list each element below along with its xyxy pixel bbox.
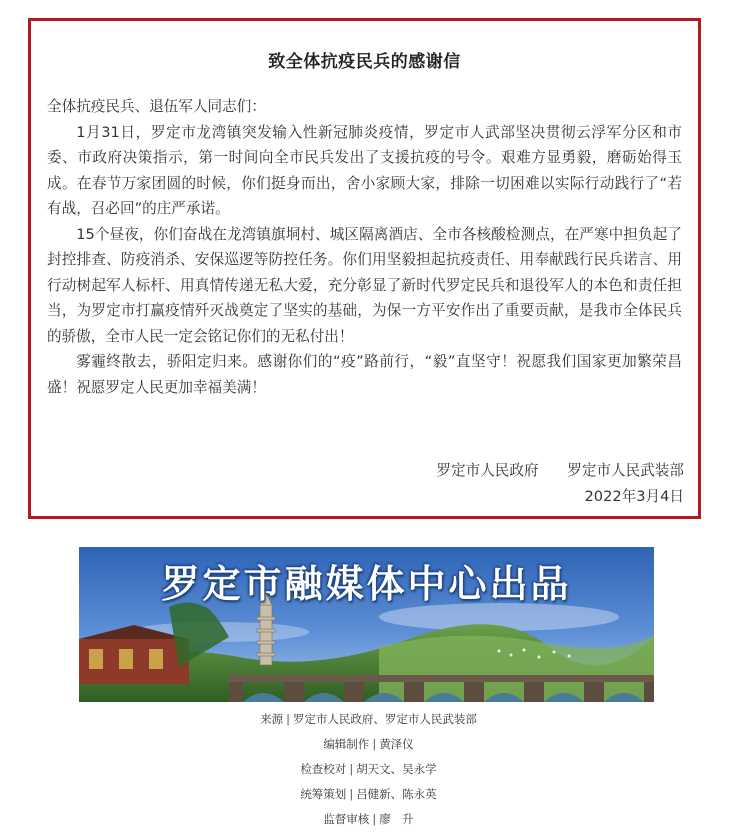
credit-value: 胡天文、吴永学 (356, 762, 437, 776)
letter-paragraph-2: 15个昼夜，你们奋战在龙湾镇旗垌村、城区隔离酒店、全市各核酸检测点，在严寒中担负起了封控排查、防疫消杀、安保巡逻等防控任务。你们用坚毅担起抗疫责任、用奉献践行民兵诺言、用行动树起军人标杆、用真情传递无私大爱，充分彰显了新时代罗定民兵和退役军人的本色和责任担当，为罗定市打赢疫情歼灭战奠定了坚实的基础，为保一方平安作出了重要贡献，是我市全体民兵的骄傲，全市人民一定会铭记你们的无私付出！ (47, 225, 682, 345)
media-center-banner (79, 547, 654, 702)
credit-value: 罗定市人民政府、罗定市人民武装部 (292, 712, 477, 726)
credit-label: 来源 (260, 712, 284, 726)
credit-label: 统筹策划 (300, 787, 347, 801)
letter-salutation: 全体抗疫民兵、退伍军人同志们： (47, 98, 266, 115)
letter-title: 致全体抗疫民兵的感谢信 (268, 52, 461, 72)
letter-paragraph-1: 1月31日，罗定市龙湾镇突发输入性新冠肺炎疫情，罗定市人武部坚决贯彻云浮军分区和市委、市政府决策指示，第一时间向全市民兵发出了支援抗疫的号令。艰难方显勇毅，磨砺始得玉成。在春节万家团圆的时候，你们挺身而出，舍小家顾大家，排除一切困难以实际行动践行了“若有战，召必回”的庄严承诺。 (47, 123, 682, 217)
signature-org-armed-forces: 罗定市人民武装部 (567, 462, 684, 479)
credit-label: 检查校对 (300, 762, 347, 776)
credit-editor: 编辑制作 | 黄泽仪 (323, 737, 414, 751)
credit-reviewer: 监督审核 | 廖 升 (323, 812, 414, 826)
credit-value: 廖 升 (379, 812, 414, 826)
credit-source: 来源 | 罗定市人民政府、罗定市人民武装部 (260, 712, 477, 726)
signature-org-government: 罗定市人民政府 (436, 462, 539, 479)
credit-proofreader: 检查校对 | 胡天文、吴永学 (300, 762, 437, 776)
banner-title: 罗定市融媒体中心出品 (161, 562, 572, 606)
credit-label: 监督审核 (323, 812, 370, 826)
signature-date: 2022年3月4日 (584, 488, 684, 505)
credit-value: 吕健新、陈永英 (356, 787, 437, 801)
letter-signature (436, 458, 684, 510)
credit-value: 黄泽仪 (379, 737, 414, 751)
thank-you-letter (28, 18, 701, 519)
credits-list (0, 709, 737, 834)
credit-label: 编辑制作 (323, 737, 370, 751)
letter-paragraph-3: 雾霾终散去，骄阳定归来。感谢你们的“疫”路前行，“毅”直坚守！祝愿我们国家更加繁荣昌盛！祝愿罗定人民更加幸福美满！ (47, 353, 682, 396)
credit-planner: 统筹策划 | 吕健新、陈永英 (300, 787, 437, 801)
